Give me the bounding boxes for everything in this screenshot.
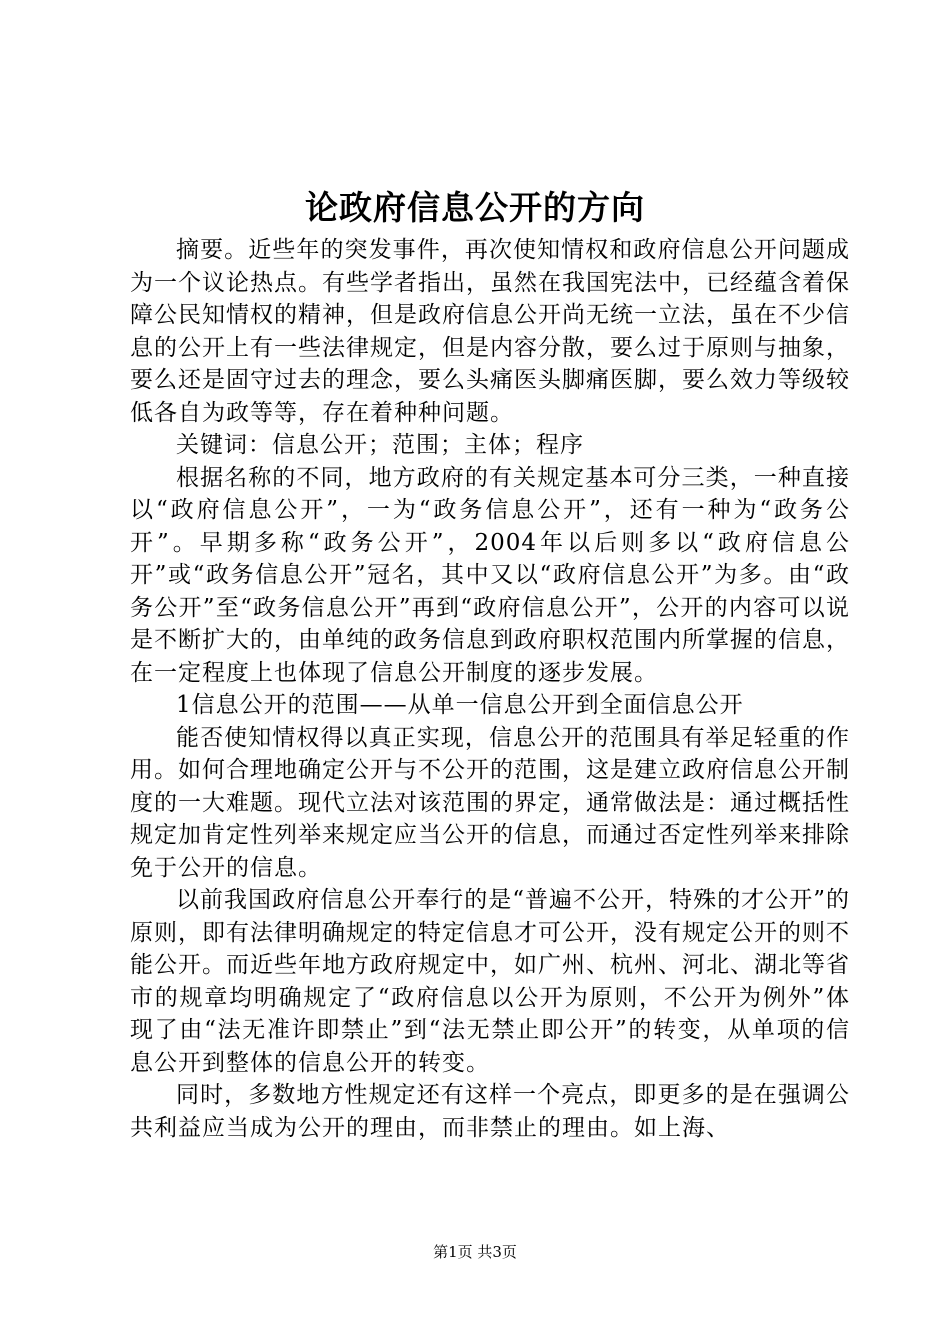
document-body	[130, 234, 850, 1144]
abstract-paragraph: 摘要。近些年的突发事件，再次使知情权和政府信息公开问题成为一个议论热点。有些学者指出，虽然在我国宪法中，已经蕴含着保障公民知情权的精神，但是政府信息公开尚无统一立法，虽在不少信息的公开上有一些法律规定，但是内容分散，要么过于原则与抽象，要么还是固守过去的理念，要么头痛医头脚痛医脚，要么效力等级较低各自为政等等，存在着种种问题。	[130, 237, 850, 426]
section-heading: 1信息公开的范围——从单一信息公开到全面信息公开	[176, 692, 744, 718]
page-footer: 第1页 共3页	[433, 1243, 517, 1261]
body-paragraph: 能否使知情权得以真正实现，信息公开的范围具有举足轻重的作用。如何合理地确定公开与不公开的范围，这是建立政府信息公开制度的一大难题。现代立法对该范围的界定，通常做法是：通过概括性规定加肯定性列举来规定应当公开的信息，而通过否定性列举来排除免于公开的信息。	[130, 724, 850, 881]
body-paragraph: 根据名称的不同，地方政府的有关规定基本可分三类，一种直接以“政府信息公开”，一为“政务信息公开”，还有一种为“政务公开”。早期多称“政务公开”，2004年以后则多以“政府信息公开”或“政务信息公开”冠名，其中又以“政府信息公开”为多。由“政务公开”至“政务信息公开”再到“政府信息公开”，公开的内容可以说是不断扩大的，由单纯的政务信息到政府职权范围内所掌握的信息，在一定程度上也体现了信息公开制度的逐步发展。	[130, 464, 850, 686]
keywords-paragraph: 关键词：信息公开；范围；主体；程序	[176, 432, 584, 458]
document-title: 论政府信息公开的方向	[305, 188, 645, 227]
body-paragraph: 以前我国政府信息公开奉行的是“普遍不公开，特殊的才公开”的原则，即有法律明确规定的特定信息才可公开，没有规定公开的则不能公开。而近些年地方政府规定中，如广州、杭州、河北、湖北等省市的规章均明确规定了“政府信息以公开为原则，不公开为例外”体现了由“法无准许即禁止”到“法无禁止即公开”的转变，从单项的信息公开到整体的信息公开的转变。	[130, 887, 850, 1076]
body-paragraph: 同时，多数地方性规定还有这样一个亮点，即更多的是在强调公共利益应当成为公开的理由，而非禁止的理由。如上海、	[130, 1082, 850, 1141]
